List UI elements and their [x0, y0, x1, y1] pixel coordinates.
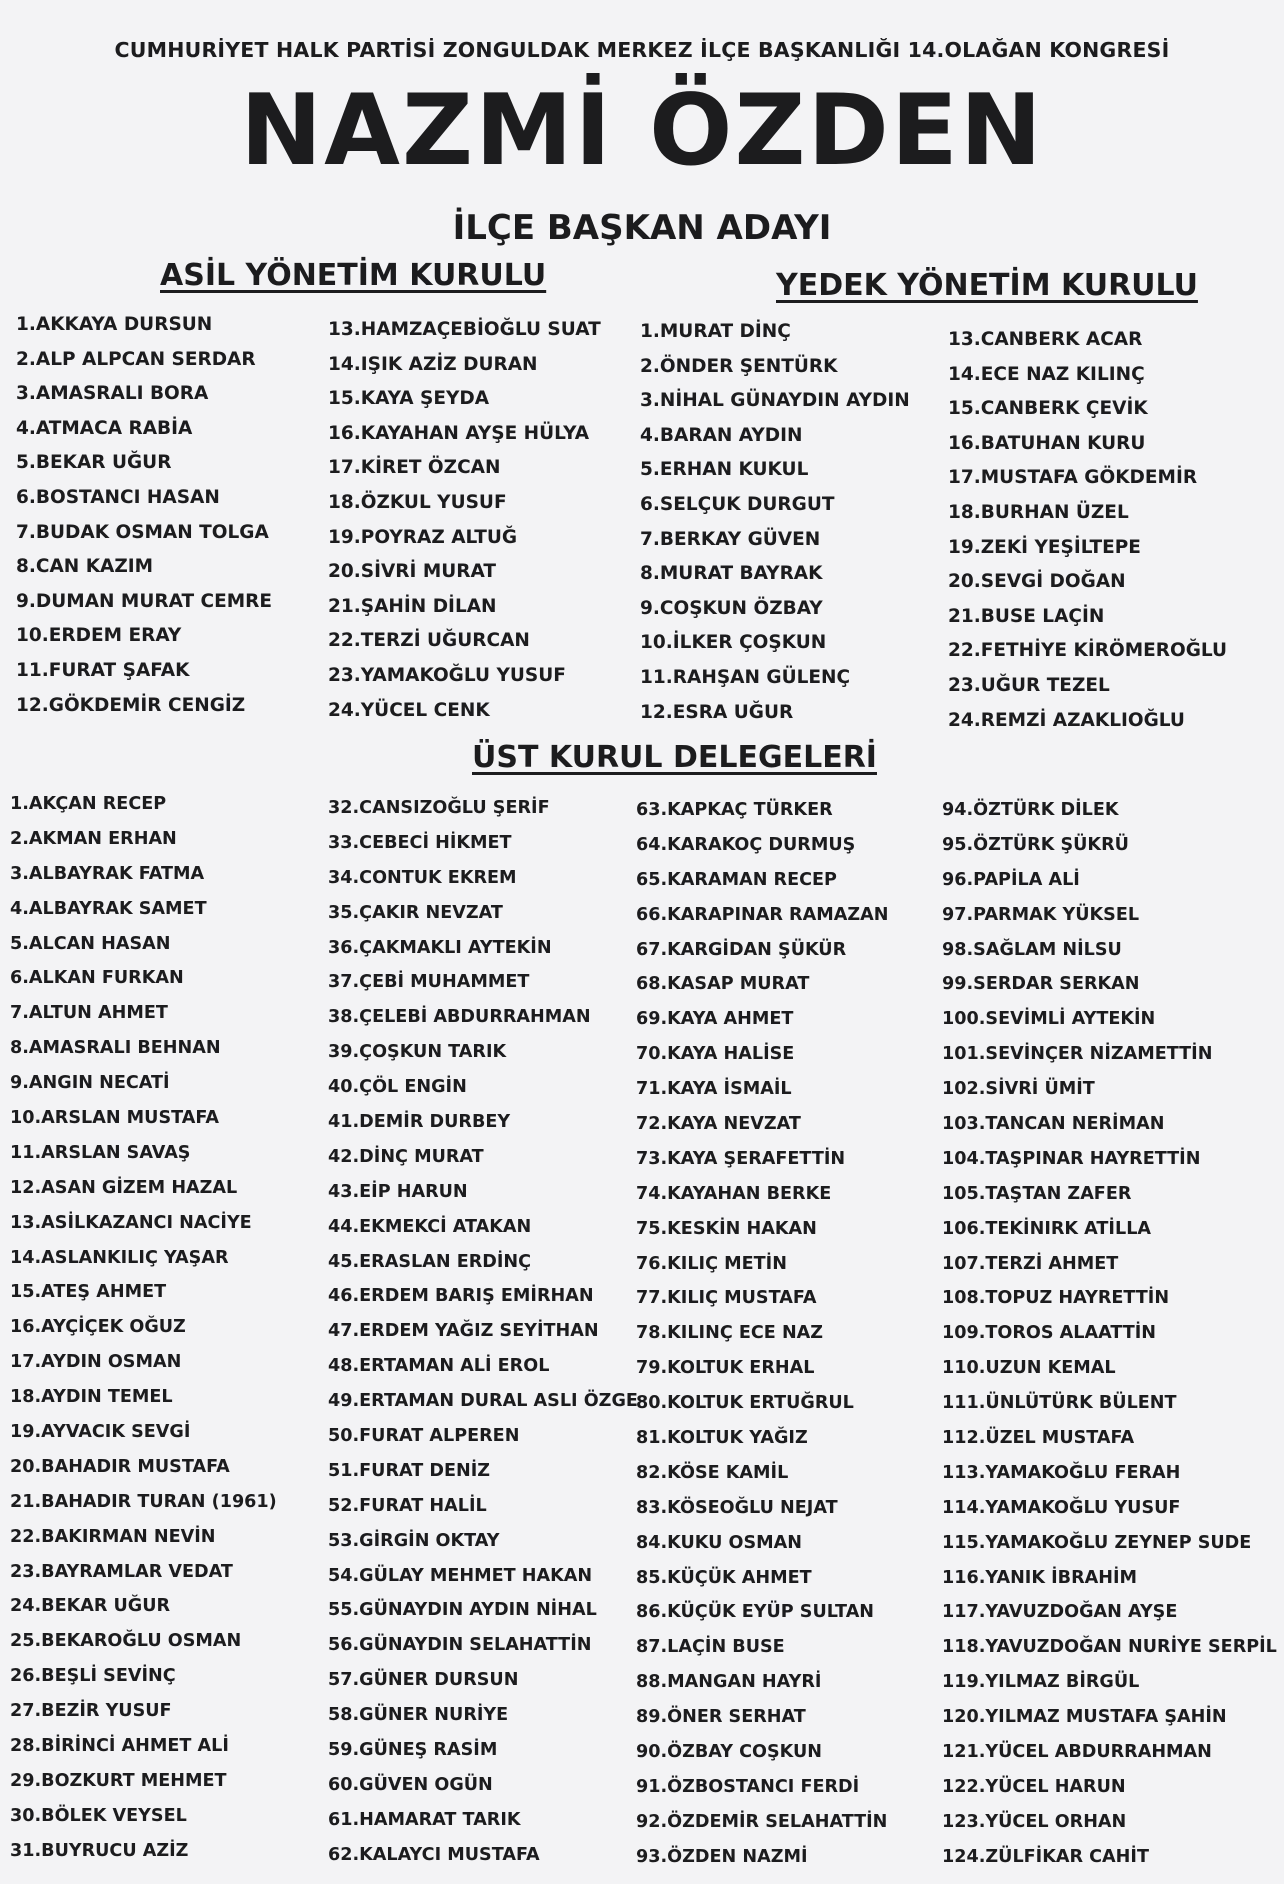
member-list-item: 5.ALCAN HASAN — [10, 933, 171, 954]
candidate-name: NAZMİ ÖZDEN — [240, 74, 1044, 188]
member-list-item: 118.YAVUZDOĞAN NURİYE SERPİL — [942, 1637, 1277, 1658]
member-list-item: 58.GÜNER NURİYE — [328, 1705, 509, 1726]
member-list-item: 91.ÖZBOSTANCI FERDİ — [636, 1776, 860, 1797]
member-list-item: 16.BATUHAN KURU — [948, 432, 1146, 454]
member-list-item: 3.NİHAL GÜNAYDIN AYDIN — [640, 390, 910, 412]
member-list-item: 88.MANGAN HAYRİ — [636, 1672, 822, 1693]
member-list-item: 57.GÜNER DURSUN — [328, 1670, 519, 1691]
member-list-item: 11.FURAT ŞAFAK — [16, 659, 190, 681]
member-list-item: 119.YILMAZ BİRGÜL — [942, 1672, 1140, 1693]
member-list-item: 47.ERDEM YAĞIZ SEYİTHAN — [328, 1321, 599, 1342]
member-list-item: 120.YILMAZ MUSTAFA ŞAHİN — [942, 1707, 1227, 1728]
member-list-item: 4.ATMACA RABİA — [16, 417, 193, 439]
member-list-item: 7.BERKAY GÜVEN — [640, 528, 821, 550]
member-list-item: 59.GÜNEŞ RASİM — [328, 1740, 498, 1761]
member-list-item: 78.KILINÇ ECE NAZ — [636, 1323, 824, 1344]
congress-title: CUMHURİYET HALK PARTİSİ ZONGULDAK MERKEZ İLÇE BAŞKANLIĞI 14.OLAĞAN KONGRESİ — [114, 38, 1170, 62]
member-list-item: 83.KÖSEOĞLU NEJAT — [636, 1497, 838, 1518]
member-list-item: 80.KOLTUK ERTUĞRUL — [636, 1393, 854, 1414]
member-list-item: 13.CANBERK ACAR — [948, 329, 1143, 350]
member-list-item: 22.FETHİYE KİRÖMEROĞLU — [948, 640, 1228, 662]
member-list-item: 97.PARMAK YÜKSEL — [942, 904, 1140, 925]
member-list-item: 4.BARAN AYDIN — [640, 424, 803, 446]
member-list-item: 21.BAHADIR TURAN (1961) — [10, 1491, 277, 1512]
member-list-item: 26.BEŞLİ SEVİNÇ — [10, 1666, 176, 1687]
member-list-item: 11.RAHŞAN GÜLENÇ — [640, 666, 851, 688]
member-list-item: 117.YAVUZDOĞAN AYŞE — [942, 1602, 1178, 1623]
member-list-item: 22.TERZİ UĞURCAN — [328, 630, 530, 652]
member-list-item: 28.BİRİNCİ AHMET ALİ — [10, 1736, 229, 1757]
member-list-item: 112.ÜZEL MUSTAFA — [942, 1428, 1135, 1449]
member-list-item: 25.BEKAROĞLU OSMAN — [10, 1631, 242, 1652]
member-list-item: 3.AMASRALI BORA — [16, 383, 209, 405]
member-list-item: 114.YAMAKOĞLU YUSUF — [942, 1497, 1181, 1518]
member-list-item: 109.TOROS ALAATTİN — [942, 1323, 1157, 1344]
member-list-item: 124.ZÜLFİKAR CAHİT — [942, 1846, 1149, 1867]
member-list-item: 36.ÇAKMAKLI AYTEKİN — [328, 937, 552, 958]
member-list-item: 89.ÖNER SERHAT — [636, 1707, 806, 1728]
member-list-item: 69.KAYA AHMET — [636, 1009, 794, 1030]
member-list-item: 87.LAÇİN BUSE — [636, 1637, 785, 1658]
member-list-item: 104.TAŞPINAR HAYRETTİN — [942, 1148, 1201, 1169]
member-list-item: 86.KÜÇÜK EYÜP SULTAN — [636, 1602, 875, 1623]
member-list-item: 24.REMZİ AZAKLIOĞLU — [948, 709, 1185, 731]
member-list-item: 19.POYRAZ ALTUĞ — [328, 526, 518, 548]
member-list-item: 102.SİVRİ ÜMİT — [942, 1079, 1095, 1100]
member-list-item: 84.KUKU OSMAN — [636, 1532, 802, 1553]
member-list-item: 1.MURAT DİNÇ — [640, 321, 791, 342]
ust-list-col3 — [636, 793, 888, 1875]
member-list-item: 71.KAYA İSMAİL — [636, 1079, 792, 1100]
member-list-item: 95.ÖZTÜRK ŞÜKRÜ — [942, 834, 1129, 855]
member-list-item: 6.BOSTANCI HASAN — [16, 486, 220, 508]
member-list-item: 68.KASAP MURAT — [636, 974, 810, 995]
member-list-item: 23.YAMAKOĞLU YUSUF — [328, 664, 566, 686]
member-list-item: 101.SEVİNÇER NİZAMETTİN — [942, 1044, 1213, 1065]
member-list-item: 60.GÜVEN OGÜN — [328, 1774, 493, 1795]
member-list-item: 18.BURHAN ÜZEL — [948, 501, 1129, 523]
member-list-item: 12.GÖKDEMİR CENGİZ — [16, 694, 246, 716]
member-list-item: 99.SERDAR SERKAN — [942, 974, 1140, 995]
member-list-item: 9.ANGIN NECATİ — [10, 1073, 170, 1094]
asil-section-title: ASİL YÖNETİM KURULU — [160, 258, 547, 293]
member-list-item: 3.ALBAYRAK FATMA — [10, 863, 205, 884]
member-list-item: 41.DEMİR DURBEY — [328, 1112, 511, 1133]
member-list-item: 27.BEZİR YUSUF — [10, 1701, 172, 1722]
member-list-item: 1.AKÇAN RECEP — [10, 794, 167, 814]
member-list-item: 17.AYDIN OSMAN — [10, 1352, 182, 1373]
member-list-item: 14.ECE NAZ KILINÇ — [948, 363, 1145, 385]
member-list-item: 123.YÜCEL ORHAN — [942, 1811, 1127, 1832]
member-list-item: 96.PAPİLA ALİ — [942, 869, 1080, 890]
member-list-item: 42.DİNÇ MURAT — [328, 1146, 484, 1167]
member-list-item: 122.YÜCEL HARUN — [942, 1776, 1126, 1797]
member-list-item: 54.GÜLAY MEHMET HAKAN — [328, 1565, 593, 1586]
member-list-item: 76.KILIÇ METİN — [636, 1253, 787, 1274]
member-list-item: 15.ATEŞ AHMET — [10, 1282, 167, 1303]
ust-list-col2 — [328, 791, 638, 1873]
member-list-item: 15.CANBERK ÇEVİK — [948, 398, 1148, 420]
member-list-item: 35.ÇAKIR NEVZAT — [328, 902, 503, 923]
member-list-item: 24.BEKAR UĞUR — [10, 1596, 171, 1617]
member-list-item: 23.UĞUR TEZEL — [948, 674, 1110, 696]
member-list-item: 43.EİP HARUN — [328, 1181, 468, 1202]
member-list-item: 23.BAYRAMLAR VEDAT — [10, 1561, 233, 1582]
member-list-item: 110.UZUN KEMAL — [942, 1358, 1116, 1379]
member-list-item: 18.AYDIN TEMEL — [10, 1387, 173, 1408]
ust-list-col4 — [942, 793, 1277, 1875]
member-list-item: 7.ALTUN AHMET — [10, 1003, 168, 1024]
member-list-item: 63.KAPKAÇ TÜRKER — [636, 800, 833, 820]
member-list-item: 17.KİRET ÖZCAN — [328, 457, 501, 479]
member-list-item: 44.EKMEKCİ ATAKAN — [328, 1216, 532, 1237]
member-list-item: 7.BUDAK OSMAN TOLGA — [16, 521, 269, 543]
member-list-item: 10.ARSLAN MUSTAFA — [10, 1108, 220, 1129]
member-list-item: 21.BUSE LAÇİN — [948, 605, 1105, 627]
member-list-item: 52.FURAT HALİL — [328, 1495, 487, 1516]
member-list-item: 105.TAŞTAN ZAFER — [942, 1183, 1132, 1204]
member-list-item: 66.KARAPINAR RAMAZAN — [636, 904, 889, 925]
yedek-section-title: YEDEK YÖNETİM KURULU — [776, 268, 1198, 303]
member-list-item: 64.KARAKOÇ DURMUŞ — [636, 834, 856, 855]
member-list-item: 75.KESKİN HAKAN — [636, 1218, 817, 1239]
member-list-item: 21.ŞAHİN DİLAN — [328, 595, 497, 617]
member-list-item: 16.KAYAHAN AYŞE HÜLYA — [328, 422, 590, 444]
member-list-item: 12.ESRA UĞUR — [640, 701, 794, 723]
member-list-item: 8.CAN KAZIM — [16, 556, 154, 578]
member-list-item: 93.ÖZDEN NAZMİ — [636, 1846, 808, 1867]
member-list-item: 15.KAYA ŞEYDA — [328, 388, 490, 410]
member-list-item: 24.YÜCEL CENK — [328, 699, 490, 721]
member-list-item: 22.BAKIRMAN NEVİN — [10, 1526, 216, 1547]
member-list-item: 1.AKKAYA DURSUN — [16, 314, 213, 335]
member-list-item: 13.ASİLKAZANCI NACİYE — [10, 1212, 252, 1233]
member-list-item: 2.ÖNDER ŞENTÜRK — [640, 355, 838, 377]
member-list-item: 2.AKMAN ERHAN — [10, 828, 177, 849]
member-list-item: 116.YANIK İBRAHİM — [942, 1567, 1138, 1588]
member-list-item: 65.KARAMAN RECEP — [636, 869, 837, 890]
member-list-item: 51.FURAT DENİZ — [328, 1460, 491, 1481]
member-list-item: 50.FURAT ALPEREN — [328, 1426, 520, 1447]
member-list-item: 20.SİVRİ MURAT — [328, 561, 497, 583]
member-list-item: 5.BEKAR UĞUR — [16, 452, 172, 474]
member-list-item: 10.ERDEM ERAY — [16, 625, 182, 647]
member-list-item: 79.KOLTUK ERHAL — [636, 1358, 815, 1379]
member-list-item: 82.KÖSE KAMİL — [636, 1462, 789, 1483]
member-list-item: 34.CONTUK EKREM — [328, 867, 517, 888]
member-list-item: 4.ALBAYRAK SAMET — [10, 898, 207, 919]
yedek-list-col1 — [640, 315, 910, 730]
member-list-item: 17.MUSTAFA GÖKDEMİR — [948, 467, 1198, 489]
member-list-item: 73.KAYA ŞERAFETTİN — [636, 1148, 846, 1169]
member-list-item: 90.ÖZBAY COŞKUN — [636, 1742, 822, 1763]
member-list-item: 12.ASAN GİZEM HAZAL — [10, 1177, 238, 1198]
member-list-item: 72.KAYA NEVZAT — [636, 1114, 801, 1135]
member-list-item: 38.ÇELEBİ ABDURRAHMAN — [328, 1007, 591, 1028]
member-list-item: 18.ÖZKUL YUSUF — [328, 491, 507, 513]
member-list-item: 14.IŞIK AZİZ DURAN — [328, 353, 538, 375]
member-list-item: 94.ÖZTÜRK DİLEK — [942, 800, 1119, 820]
ust-section-title: ÜST KURUL DELEGELERİ — [472, 740, 877, 775]
member-list-item: 108.TOPUZ HAYRETTİN — [942, 1288, 1170, 1309]
asil-list-col1 — [16, 308, 272, 723]
member-list-item: 85.KÜÇÜK AHMET — [636, 1567, 812, 1588]
member-list-item: 106.TEKİNIRK ATİLLA — [942, 1218, 1152, 1239]
member-list-item: 39.ÇOŞKUN TARIK — [328, 1042, 507, 1063]
member-list-item: 92.ÖZDEMİR SELAHATTİN — [636, 1811, 888, 1832]
asil-list-col2 — [328, 313, 601, 728]
candidate-role: İLÇE BAŞKAN ADAYI — [452, 208, 832, 248]
member-list-item: 46.ERDEM BARIŞ EMİRHAN — [328, 1286, 594, 1307]
member-list-item: 98.SAĞLAM NİLSU — [942, 939, 1122, 960]
member-list-item: 70.KAYA HALİSE — [636, 1044, 795, 1065]
member-list-item: 14.ASLANKILIÇ YAŞAR — [10, 1247, 229, 1268]
member-list-item: 40.ÇÖL ENGİN — [328, 1077, 467, 1098]
member-list-item: 20.BAHADIR MUSTAFA — [10, 1456, 230, 1477]
member-list-item: 74.KAYAHAN BERKE — [636, 1183, 832, 1204]
member-list-item: 48.ERTAMAN ALİ EROL — [328, 1356, 550, 1377]
member-list-item: 6.SELÇUK DURGUT — [640, 493, 835, 515]
member-list-item: 100.SEVİMLİ AYTEKİN — [942, 1009, 1156, 1030]
member-list-item: 49.ERTAMAN DURAL ASLI ÖZGE — [328, 1391, 638, 1412]
member-list-item: 61.HAMARAT TARIK — [328, 1809, 521, 1830]
member-list-item: 113.YAMAKOĞLU FERAH — [942, 1462, 1181, 1483]
member-list-item: 53.GİRGİN OKTAY — [328, 1530, 500, 1551]
member-list-item: 33.CEBECİ HİKMET — [328, 832, 512, 853]
member-list-item: 8.MURAT BAYRAK — [640, 563, 823, 585]
member-list-item: 29.BOZKURT MEHMET — [10, 1770, 227, 1791]
member-list-item: 11.ARSLAN SAVAŞ — [10, 1142, 191, 1163]
member-list-item: 62.KALAYCI MUSTAFA — [328, 1844, 540, 1865]
member-list-item: 37.ÇEBİ MUHAMMET — [328, 972, 530, 993]
member-list-item: 2.ALP ALPCAN SERDAR — [16, 348, 256, 370]
member-list-item: 45.ERASLAN ERDİNÇ — [328, 1251, 532, 1272]
member-list-item: 107.TERZİ AHMET — [942, 1253, 1119, 1274]
yedek-list-col2 — [948, 323, 1227, 738]
member-list-item: 111.ÜNLÜTÜRK BÜLENT — [942, 1393, 1177, 1414]
ust-list-col1 — [10, 787, 277, 1869]
member-list-item: 10.İLKER ÇOŞKUN — [640, 632, 827, 654]
member-list-item: 31.BUYRUCU AZİZ — [10, 1840, 189, 1861]
member-list-item: 19.ZEKİ YEŞİLTEPE — [948, 536, 1141, 558]
member-list-item: 55.GÜNAYDIN AYDIN NİHAL — [328, 1600, 597, 1621]
member-list-item: 20.SEVGİ DOĞAN — [948, 571, 1126, 593]
member-list-item: 9.COŞKUN ÖZBAY — [640, 597, 823, 619]
member-list-item: 8.AMASRALI BEHNAN — [10, 1038, 221, 1059]
member-list-item: 5.ERHAN KUKUL — [640, 459, 809, 481]
member-list-item: 9.DUMAN MURAT CEMRE — [16, 590, 273, 612]
member-list-item: 16.AYÇİÇEK OĞUZ — [10, 1317, 186, 1338]
member-list-item: 77.KILIÇ MUSTAFA — [636, 1288, 817, 1309]
member-list-item: 30.BÖLEK VEYSEL — [10, 1805, 187, 1826]
member-list-item: 56.GÜNAYDIN SELAHATTİN — [328, 1635, 592, 1656]
member-list-item: 81.KOLTUK YAĞIZ — [636, 1428, 808, 1449]
member-list-item: 6.ALKAN FURKAN — [10, 968, 184, 989]
member-list-item: 32.CANSIZOĞLU ŞERİF — [328, 798, 550, 818]
member-list-item: 13.HAMZAÇEBİOĞLU SUAT — [328, 319, 601, 340]
member-list-item: 67.KARGİDAN ŞÜKÜR — [636, 939, 847, 960]
member-list-item: 115.YAMAKOĞLU ZEYNEP SUDE — [942, 1532, 1252, 1553]
member-list-item: 19.AYVACIK SEVGİ — [10, 1422, 191, 1443]
member-list-item: 121.YÜCEL ABDURRAHMAN — [942, 1742, 1212, 1763]
member-list-item: 103.TANCAN NERİMAN — [942, 1114, 1165, 1135]
